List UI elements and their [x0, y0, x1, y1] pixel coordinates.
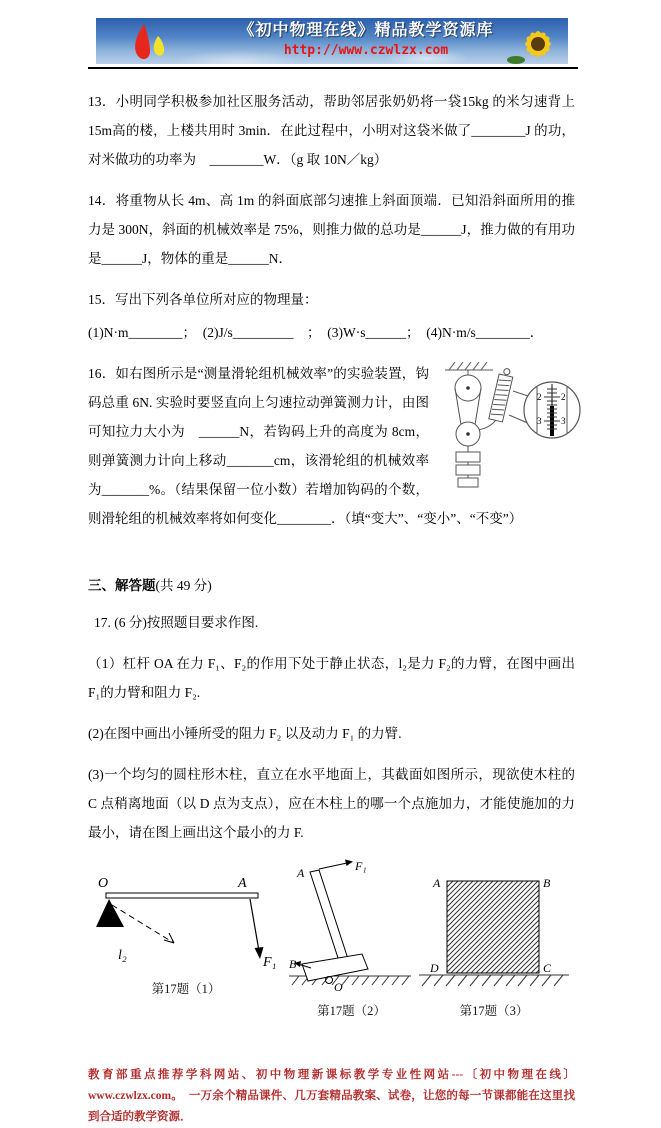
section-3-points: (共 49 分) [155, 578, 212, 593]
section-3-heading [88, 571, 575, 600]
question-15-title: 15．写出下列各单位所对应的物理量： [88, 292, 318, 307]
question-17-figures [88, 859, 575, 1019]
question-16: 16．如右图所示是“测量滑轮组机械效率”的实验装置，钩码总重 6N. 实验时要竖直向上匀速拉动弹簧测力计，由图可知拉力大小为 ______N，若钩码上升的高度为 8cm，则弹簧测力计向上移动_______cm，该滑轮组的机械效率为_______%。（结果保留一位小数）若增加钩码的个数，则滑轮组的机械效率将如何变化________．（填“变大”、“变小”、“不变”） [88, 366, 523, 526]
hammer-diagram-icon [289, 855, 415, 997]
label-A: A [296, 866, 304, 880]
lever-diagram-icon [88, 863, 284, 975]
figure-1-caption: 第17题（1） [151, 982, 221, 996]
question-13: 13．小明同学积极参加社区服务活动，帮助邻居张奶奶将一袋15kg 的米匀速背上 15m高的楼，上楼共用时 3min．在此过程中，小明对这袋米做了________J 的功，对米做功的功率为 ________W．（g 取 10N／kg） [88, 94, 575, 167]
figure-3-caption: 第17题（3） [459, 1004, 529, 1018]
label-F1: F₁ [263, 955, 277, 970]
question-17-part1: （1）杠杆 OA 在力 F₁、F₂的作用下处于静止状态，l₂是力 F₂的力臂，在图中画出 F₁的力臂和阻力 F₂. [88, 656, 575, 700]
figure-2-caption: 第17题（2） [317, 1004, 386, 1018]
question-15-items: (1)N·m________； (2)J/s_________ ； (3)W·s______； (4)N·m/s________． [88, 325, 544, 340]
exam-page [0, 18, 661, 1123]
label-F1: F₁ [354, 859, 367, 873]
column-figure [419, 865, 569, 1019]
banner-title: 《初中物理在线》精品教学资源库 [238, 22, 494, 39]
hammer-figure [289, 855, 415, 1019]
label-B: B [288, 957, 296, 971]
label-D: D [430, 961, 439, 975]
section-3-title: 三、解答题 [88, 578, 156, 593]
pulley-experiment-figure [437, 357, 589, 495]
column-diagram-icon [419, 865, 569, 997]
label-B: B [543, 876, 551, 890]
label-O: O [333, 980, 343, 994]
question-17-intro: 17. (6 分)按照题目要求作图. [94, 615, 259, 630]
sunflower-icon [508, 24, 562, 64]
lever-figure [88, 863, 284, 997]
question-17-part2: (2)在图中画出小锤所受的阻力 F₂ 以及动力 F₁ 的力臂. [88, 726, 402, 741]
site-logo-icon [126, 22, 178, 62]
scale-label-2-right: 2 [561, 392, 566, 402]
question-17-part3: (3)一个均匀的圆柱形木柱，直立在水平地面上，其截面如图所示，现欲使木柱的 C 点稍离地面（以 D 点为支点），应在木柱上的哪一个点施加力，才能使施加的力最小，请在图上画出这个最小的力 F. [88, 767, 575, 840]
banner-divider [88, 67, 578, 69]
scale-label-3-right: 3 [561, 416, 566, 426]
question-14: 14．将重物从长 4m、高 1m 的斜面底部匀速推上斜面顶端．已知沿斜面所用的推力是 300N，斜面的机械效率是 75%，则推力做的总功是______J，推力做的有用功是______J，物体的重是______N． [88, 193, 575, 266]
site-banner [96, 18, 568, 64]
footer-text: 教育部重点推荐学科网站、初中物理新课标教学专业性网站---〔初中物理在线〕www.czwlzx.com。 一万余个精品课件、几万套精品教案、试卷，让您的每一节课都能在这里找到合适的教学资源． [88, 1069, 575, 1123]
banner-url[interactable]: http://www.czwlzx.com [283, 43, 449, 58]
label-l2: l₂ [118, 948, 127, 963]
label-A: A [433, 876, 441, 890]
scale-label-3-left: 3 [537, 416, 542, 426]
label-C: C [543, 961, 552, 975]
scale-label-2-left: 2 [537, 392, 542, 402]
question-16-block [88, 359, 575, 545]
label-A: A [238, 876, 247, 891]
label-O: O [98, 876, 109, 891]
pulley-diagram-icon [437, 357, 589, 495]
